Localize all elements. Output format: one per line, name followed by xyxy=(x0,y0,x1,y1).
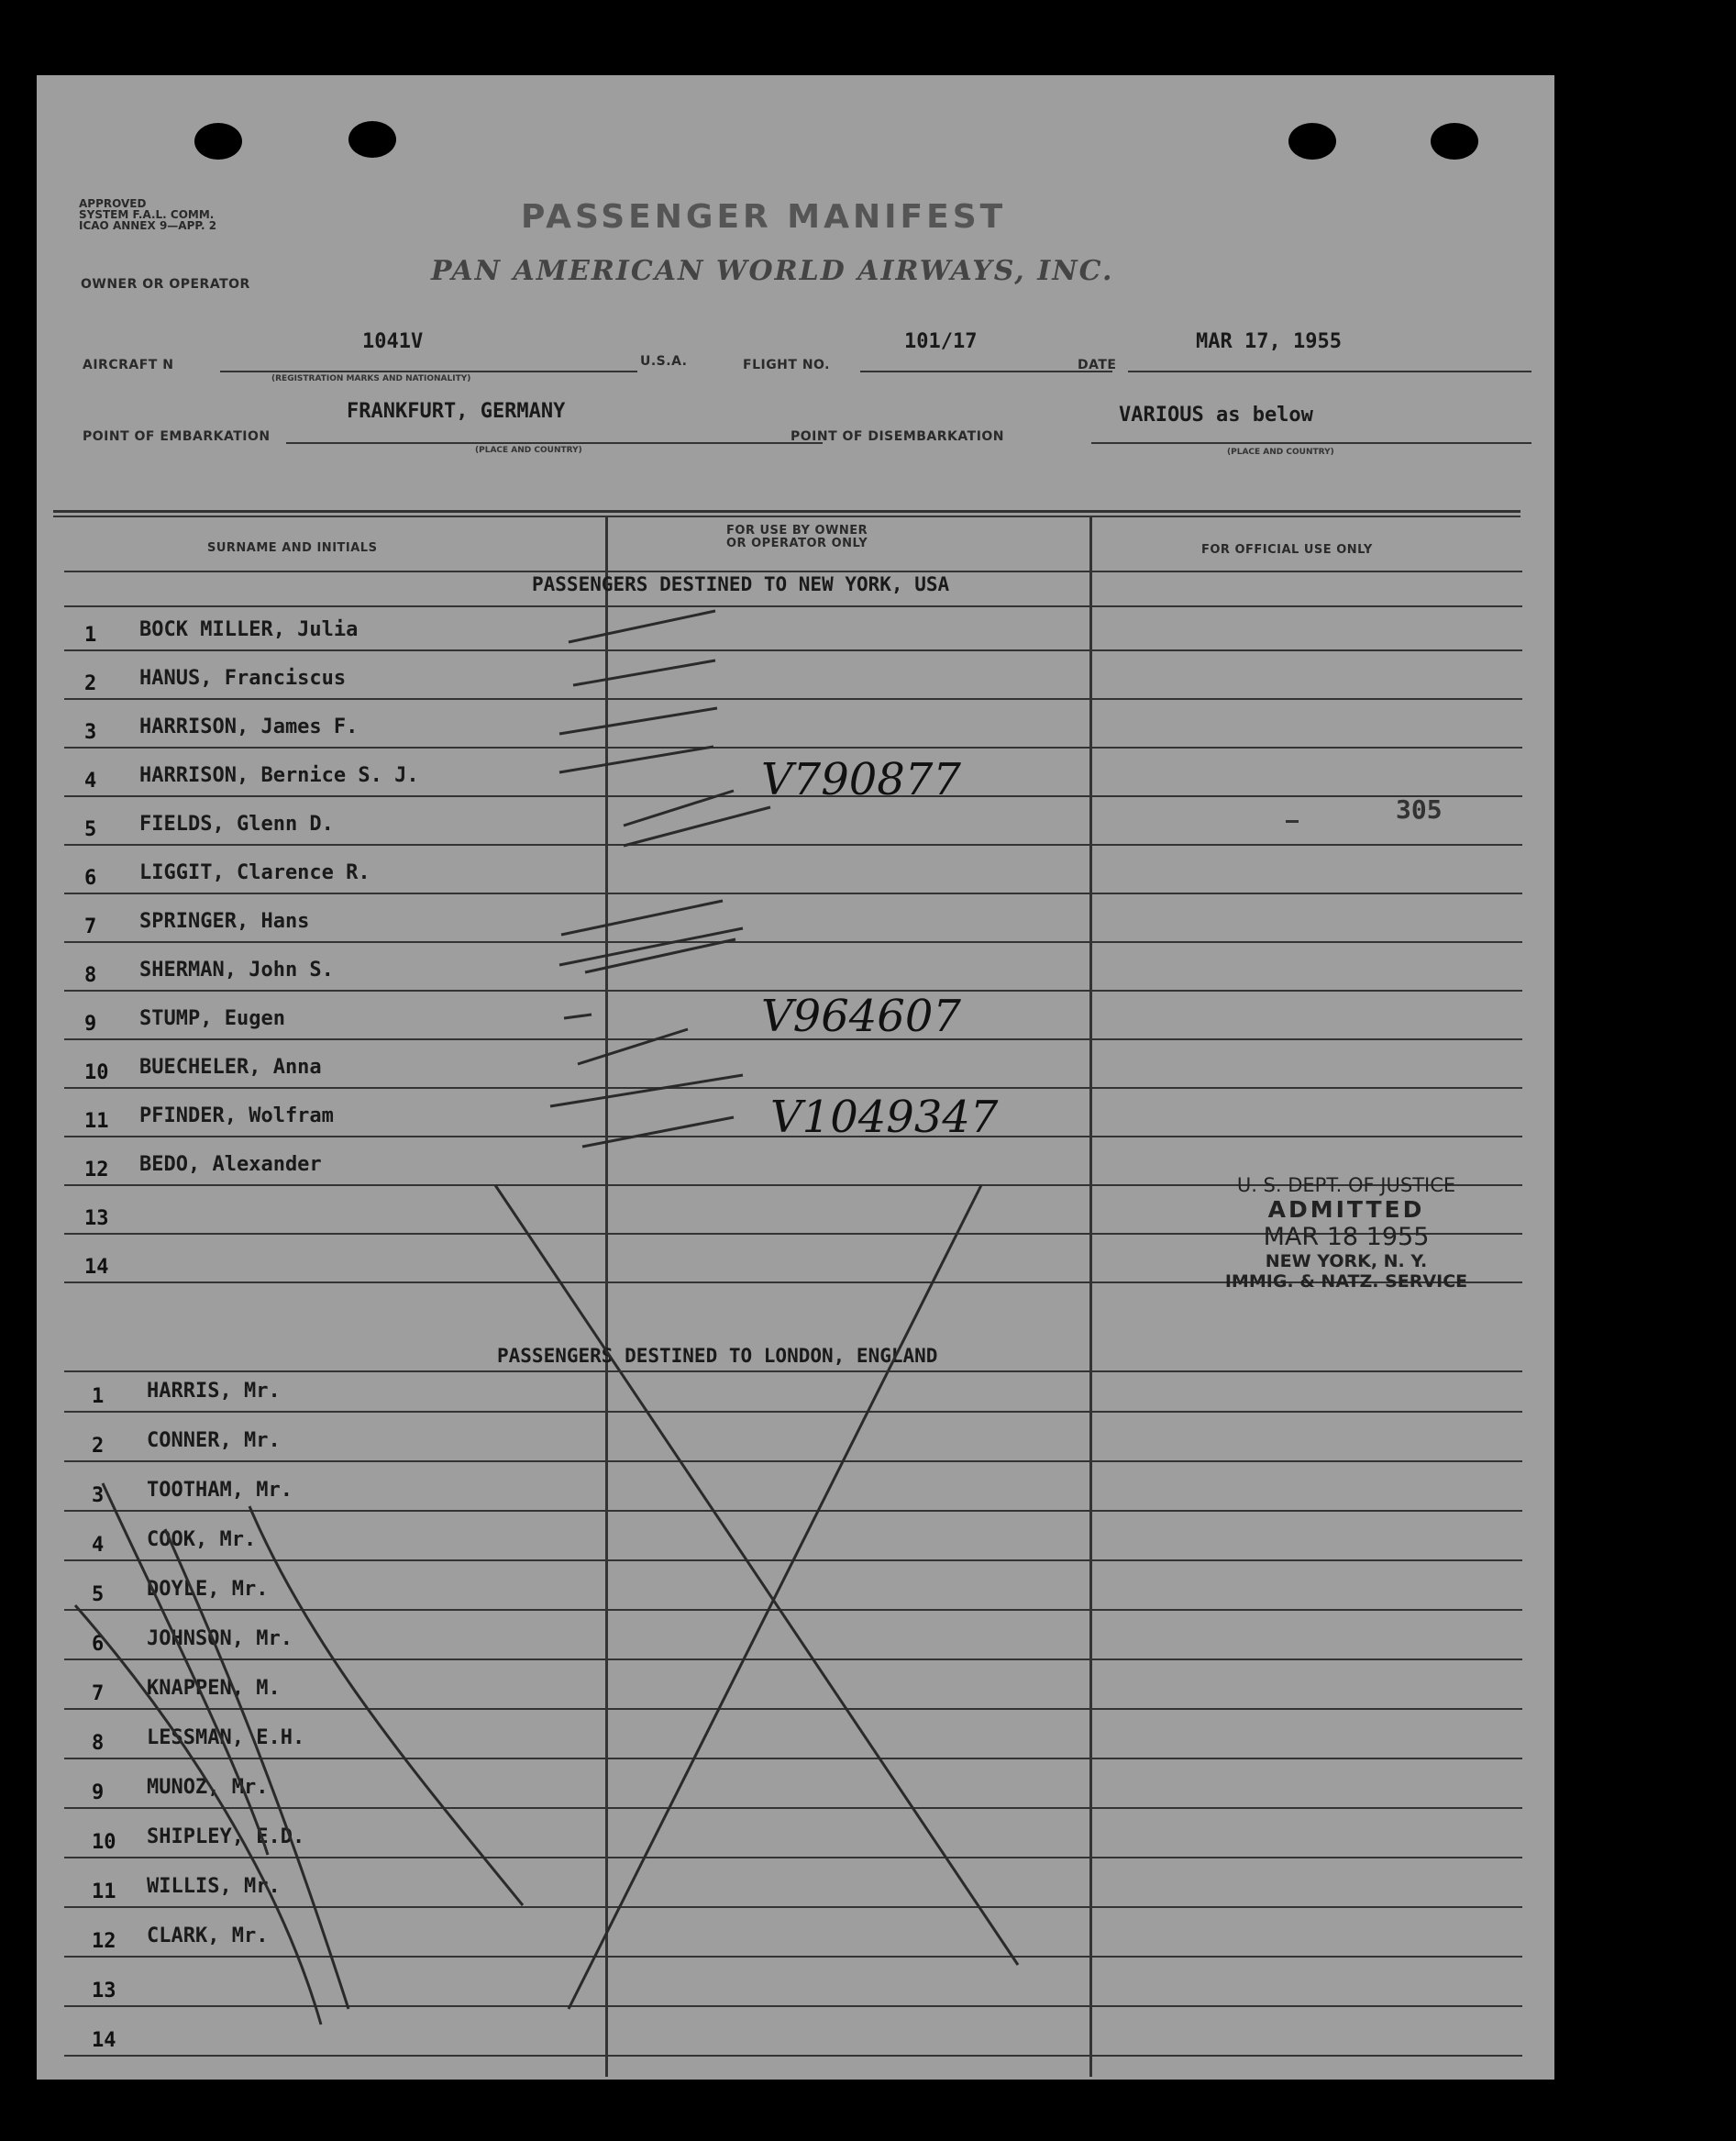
punch-hole xyxy=(1288,123,1336,160)
row-number: 14 xyxy=(92,2029,116,2052)
airline-name: PAN AMERICAN WORLD AIRWAYS, INC. xyxy=(431,255,1114,287)
section-rule xyxy=(64,1370,1522,1372)
check-mark xyxy=(624,807,770,846)
row-number: 6 xyxy=(84,867,97,890)
date-underline xyxy=(1128,371,1531,372)
punch-hole xyxy=(194,123,242,160)
row-rule xyxy=(64,1758,1522,1759)
registration-note: (REGISTRATION MARKS AND NATIONALITY) xyxy=(271,374,471,383)
row-number: 11 xyxy=(84,1110,109,1133)
official-mark: 305 xyxy=(1396,794,1443,825)
approved-line: ICAO ANNEX 9—APP. 2 xyxy=(79,219,217,232)
row-rule xyxy=(64,1411,1522,1413)
passenger-name: HARRISON, Bernice S. J. xyxy=(139,764,419,787)
owner-use-line: FOR USE BY OWNER xyxy=(726,524,868,538)
row-number: 9 xyxy=(84,1013,97,1036)
row-rule xyxy=(64,1857,1522,1858)
check-mark xyxy=(550,1075,743,1106)
row-rule xyxy=(64,941,1522,943)
row-number: 12 xyxy=(92,1930,116,1953)
row-number: 1 xyxy=(84,624,97,647)
passenger-name: SHERMAN, John S. xyxy=(139,959,334,982)
approved-block xyxy=(79,198,216,231)
check-mark xyxy=(559,747,713,772)
page-title: PASSENGER MANIFEST xyxy=(521,198,1007,236)
row-rule xyxy=(64,747,1522,749)
check-mark xyxy=(569,611,715,642)
passenger-name: HANUS, Franciscus xyxy=(139,667,347,690)
table-top-rule-2 xyxy=(53,516,1520,517)
place-note-2: (PLACE AND COUNTRY) xyxy=(1227,448,1334,457)
aircraft-label: AIRCRAFT N xyxy=(83,358,174,372)
row-rule xyxy=(64,1609,1522,1611)
stamp-line: NEW YORK, N. Y. xyxy=(1265,1251,1428,1271)
row-number: 10 xyxy=(92,1831,116,1854)
row-number: 9 xyxy=(92,1781,105,1804)
passenger-name: STUMP, Eugen xyxy=(139,1007,285,1030)
aircraft-underline xyxy=(220,371,637,372)
flight-value: 101/17 xyxy=(904,330,978,353)
approved-line: APPROVED xyxy=(79,197,147,210)
row-rule xyxy=(64,1460,1522,1462)
row-number: 8 xyxy=(84,964,97,987)
row-rule xyxy=(64,1906,1522,1908)
row-number: 7 xyxy=(92,1682,105,1705)
row-number: 14 xyxy=(84,1256,109,1279)
check-mark xyxy=(578,1029,688,1064)
place-note: (PLACE AND COUNTRY) xyxy=(475,446,582,455)
owner-label: OWNER OR OPERATOR xyxy=(81,277,250,292)
row-rule xyxy=(64,1559,1522,1561)
passenger-name: CLARK, Mr. xyxy=(147,1925,269,1947)
row-rule xyxy=(64,844,1522,846)
official-dash xyxy=(1286,820,1299,823)
row-number: 3 xyxy=(92,1484,105,1507)
embarkation-value: FRANKFURT, GERMANY xyxy=(347,400,566,423)
cancel-x-stroke xyxy=(569,1185,981,2009)
passenger-name: FIELDS, Glenn D. xyxy=(139,813,334,836)
row-number: 7 xyxy=(84,915,97,938)
flight-underline xyxy=(860,371,1112,372)
handwritten-visa: V964607 xyxy=(761,991,961,1042)
passenger-name: JOHNSON, Mr. xyxy=(147,1627,293,1650)
row-number: 8 xyxy=(92,1732,105,1755)
cancel-x-stroke xyxy=(495,1185,1018,1965)
row-rule xyxy=(64,1087,1522,1089)
section-rule xyxy=(64,571,1522,572)
punch-hole xyxy=(1431,123,1478,160)
section-heading: PASSENGERS DESTINED TO LONDON, ENGLAND xyxy=(497,1345,938,1367)
row-rule xyxy=(64,893,1522,894)
row-number: 5 xyxy=(92,1583,105,1606)
column-divider xyxy=(605,517,608,2077)
aircraft-value: 1041V xyxy=(362,330,424,353)
row-number: 12 xyxy=(84,1159,109,1181)
passenger-name: DOYLE, Mr. xyxy=(147,1578,269,1601)
row-number: 10 xyxy=(84,1061,109,1084)
passenger-name: BOCK MILLER, Julia xyxy=(139,618,359,641)
passenger-name: HARRISON, James F. xyxy=(139,716,359,738)
row-rule xyxy=(64,698,1522,700)
surname-column-header: SURNAME AND INITIALS xyxy=(207,541,378,555)
row-number: 11 xyxy=(92,1880,116,1903)
row-number: 6 xyxy=(92,1633,105,1656)
passenger-name: MUNOZ, Mr. xyxy=(147,1776,269,1799)
handwritten-stroke xyxy=(75,1605,321,2025)
stamp-line: MAR 18 1955 xyxy=(1263,1223,1430,1251)
approved-line: SYSTEM F.A.L. COMM. xyxy=(79,208,215,221)
handwritten-visa: V790877 xyxy=(761,754,961,805)
stamp-line: ADMITTED xyxy=(1267,1196,1425,1223)
passenger-name: COOK, Mr. xyxy=(147,1528,257,1551)
passenger-name: SHIPLEY, E.D. xyxy=(147,1825,305,1848)
row-number: 5 xyxy=(84,818,97,841)
disembarkation-underline xyxy=(1091,442,1531,444)
row-number: 13 xyxy=(84,1207,109,1230)
owner-use-column-header xyxy=(726,525,868,550)
row-rule xyxy=(64,1956,1522,1958)
stamp-line: IMMIG. & NATZ. SERVICE xyxy=(1224,1271,1468,1292)
section-heading: PASSENGERS DESTINED TO NEW YORK, USA xyxy=(532,573,950,595)
passenger-name: WILLIS, Mr. xyxy=(147,1875,281,1898)
passenger-name: LESSMAN, E.H. xyxy=(147,1726,305,1749)
stamp-line: U. S. DEPT. OF JUSTICE xyxy=(1236,1174,1456,1196)
passenger-name: HARRIS, Mr. xyxy=(147,1380,281,1403)
passenger-name: PFINDER, Wolfram xyxy=(139,1104,334,1127)
row-number: 2 xyxy=(92,1435,105,1458)
embarkation-underline xyxy=(286,442,823,444)
passenger-name: SPRINGER, Hans xyxy=(139,910,310,933)
date-label: DATE xyxy=(1078,358,1117,372)
column-divider xyxy=(1089,517,1092,2077)
row-number: 4 xyxy=(84,770,97,793)
row-number: 4 xyxy=(92,1534,105,1557)
check-mark xyxy=(559,708,717,734)
disembarkation-label: POINT OF DISEMBARKATION xyxy=(791,429,1005,444)
embarkation-label: POINT OF EMBARKATION xyxy=(83,429,271,444)
usa-label: U.S.A. xyxy=(640,354,688,369)
row-rule xyxy=(64,1807,1522,1809)
passenger-name: TOOTHAM, Mr. xyxy=(147,1479,293,1502)
row-rule xyxy=(64,1708,1522,1710)
passenger-name: KNAPPEN, M. xyxy=(147,1677,281,1700)
flight-label: FLIGHT NO. xyxy=(743,358,830,372)
passenger-name: BUECHELER, Anna xyxy=(139,1056,322,1079)
official-use-column-header: FOR OFFICIAL USE ONLY xyxy=(1201,543,1373,557)
row-rule xyxy=(64,1658,1522,1660)
row-number: 1 xyxy=(92,1385,105,1408)
section-rule xyxy=(64,605,1522,607)
admitted-stamp xyxy=(1181,1174,1511,1292)
row-number: 3 xyxy=(84,721,97,744)
check-mark xyxy=(564,1015,592,1018)
row-rule xyxy=(64,649,1522,651)
check-mark xyxy=(559,928,743,965)
check-mark xyxy=(573,660,715,685)
owner-use-line: OR OPERATOR ONLY xyxy=(726,537,868,550)
handwritten-visa: V1049347 xyxy=(770,1092,999,1143)
row-number: 13 xyxy=(92,1980,116,2002)
date-value: MAR 17, 1955 xyxy=(1196,330,1342,353)
table-top-rule xyxy=(53,510,1520,513)
row-rule xyxy=(64,2055,1522,2057)
passenger-name: BEDO, Alexander xyxy=(139,1153,322,1176)
row-rule xyxy=(64,2005,1522,2007)
passenger-name: LIGGIT, Clarence R. xyxy=(139,861,370,884)
row-number: 2 xyxy=(84,672,97,695)
passenger-name: CONNER, Mr. xyxy=(147,1429,281,1452)
punch-hole xyxy=(348,121,396,158)
check-mark xyxy=(561,901,723,935)
row-rule xyxy=(64,1510,1522,1512)
manifest-sheet xyxy=(37,75,1554,2080)
disembarkation-value: VARIOUS as below xyxy=(1119,404,1313,427)
